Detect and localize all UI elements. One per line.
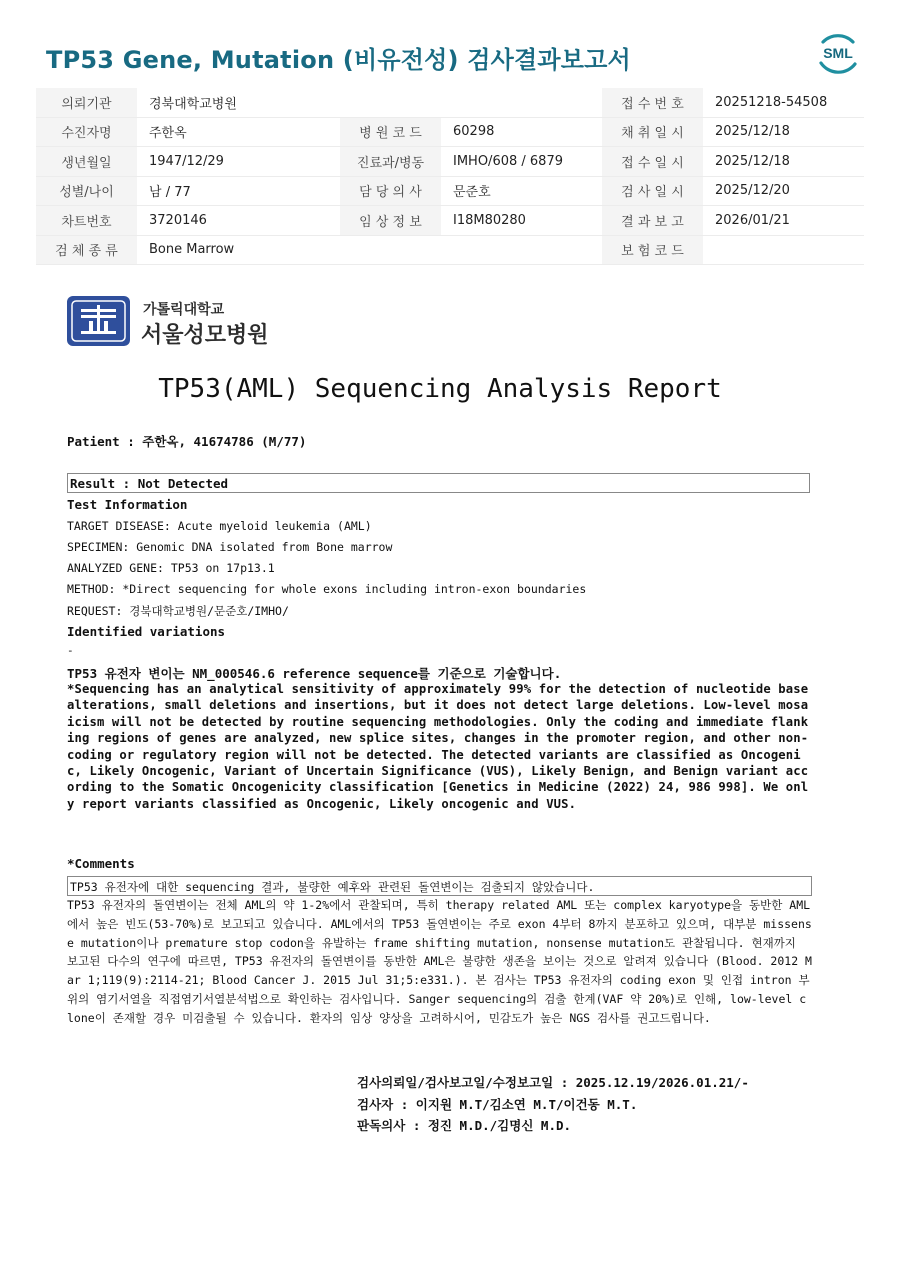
info-value — [441, 235, 602, 265]
info-label: 검 사 일 시 — [602, 176, 703, 206]
identified-variations-value: - — [67, 644, 74, 657]
patient-info-table — [36, 88, 864, 265]
comment-summary: TP53 유전자에 대한 sequencing 결과, 불량한 예후와 관련된 돌연변이는 검출되지 않았습니다. — [67, 876, 812, 896]
info-value: 2026/01/21 — [703, 206, 864, 236]
info-label: 검 체 종 류 — [36, 235, 137, 265]
test-information-heading: Test Information — [67, 497, 188, 512]
info-label: 생년월일 — [36, 147, 137, 177]
info-row — [36, 88, 864, 117]
logo-text: SML — [823, 45, 853, 61]
info-label: 보 험 코 드 — [602, 235, 703, 265]
info-label: 병 원 코 드 — [340, 117, 441, 147]
info-row — [36, 235, 864, 265]
info-value — [441, 88, 602, 117]
info-value: 문준호 — [441, 176, 602, 206]
technicians: 검사자 : 이지원 M.T/김소연 M.T/이건동 M.T. — [357, 1097, 638, 1112]
patient-line: Patient : 주한옥, 41674786 (M/77) — [67, 434, 307, 449]
info-label: 수진자명 — [36, 117, 137, 147]
info-label: 결 과 보 고 — [602, 206, 703, 236]
info-value: 20251218-54508 — [703, 88, 864, 117]
info-value: 남 / 77 — [137, 176, 340, 206]
info-value: 60298 — [441, 117, 602, 147]
info-label: 접 수 일 시 — [602, 147, 703, 177]
reference-sequence-note: TP53 유전자 변이는 NM_000546.6 reference sequence를 기준으로 기술합니다. — [67, 666, 562, 681]
sensitivity-disclaimer: *Sequencing has an analytical sensitivity of approximately 99% for the detection of nucleotide base alterations, small deletions and insertions, but it does not detect large deletions. Low-level mosaicism will not be detected by routine sequencing methodologies. Only the coding and immediate flanking regions of genes are analyzed, new splice sites, changes in the promoter region, and other non-coding or regulatory region will not be detected. The detected variants are classified as Oncogenic, Likely Oncogenic, Variant of Uncertain Significance (VUS), Likely Benign, and Benign variant according to the Somatic Oncogenicity classification [Genetics in Medicine (2022) 24, 986 998]. We only report variants classified as Oncogenic, Likely oncogenic and VUS. — [67, 682, 809, 811]
info-row — [36, 117, 864, 147]
info-value: Bone Marrow — [137, 235, 340, 265]
identified-variations-heading: Identified variations — [67, 624, 226, 639]
info-row — [36, 206, 864, 236]
info-value: I18M80280 — [441, 206, 602, 236]
info-value: IMHO/608 / 6879 — [441, 147, 602, 177]
hospital-subtitle: 가톨릭대학교 — [143, 302, 225, 318]
catholic-university-emblem-icon — [67, 296, 130, 346]
method: METHOD: *Direct sequencing for whole exons including intron-exon boundaries — [67, 582, 587, 596]
request: REQUEST: 경북대학교병원/문준호/IMHO/ — [67, 604, 289, 618]
report-title: TP53(AML) Sequencing Analysis Report — [158, 374, 722, 404]
info-label: 임 상 정 보 — [340, 206, 441, 236]
info-value — [703, 235, 864, 265]
hospital-name: 서울성모병원 — [141, 323, 269, 348]
info-value: 2025/12/18 — [703, 147, 864, 177]
info-row — [36, 176, 864, 206]
pathologists: 판독의사 : 정진 M.D./김명신 M.D. — [357, 1118, 572, 1133]
info-row — [36, 147, 864, 177]
comments-heading: *Comments — [67, 856, 135, 871]
info-label: 차트번호 — [36, 206, 137, 236]
document-title: TP53 Gene, Mutation (비유전성) 검사결과보고서 — [46, 46, 631, 74]
sml-logo-icon — [815, 30, 861, 76]
info-value: 1947/12/29 — [137, 147, 340, 177]
info-value: 주한옥 — [137, 117, 340, 147]
result-box: Result : Not Detected — [67, 473, 810, 493]
info-label: 채 취 일 시 — [602, 117, 703, 147]
info-value: 2025/12/20 — [703, 176, 864, 206]
info-label: 담 당 의 사 — [340, 176, 441, 206]
info-label: 성별/나이 — [36, 176, 137, 206]
target-disease: TARGET DISEASE: Acute myeloid leukemia (AML) — [67, 519, 372, 533]
info-label: 접 수 번 호 — [602, 88, 703, 117]
info-label — [340, 88, 441, 117]
info-value: 2025/12/18 — [703, 117, 864, 147]
analyzed-gene: ANALYZED GENE: TP53 on 17p13.1 — [67, 561, 275, 575]
info-value: 경북대학교병원 — [137, 88, 340, 117]
comment-body: TP53 유전자의 돌연변이는 전체 AML의 약 1-2%에서 관찰되며, 특히 therapy related AML 또는 complex karyotype을 동반한 AML에서 높은 빈도(53-70%)로 보고되고 있습니다. AML에서의 TP53 돌연변이는 주로 exon 4부터 8까지 분포하고 있으며, 대부분 missense mutation이나 premature stop codon을 유발하는 frame shifting mutation, nonsense mutation도 관찰됩니다. 현재까지 보고된 다수의 연구에 따르면, TP53 유전자의 돌연변이를 동반한 AML은 불량한 생존을 보이는 것으로 알려져 있습니다 (Blood. 2012 Mar 1;119(9):2114-21; Blood Cancer J. 2015 Jul 31;5:e331.). 본 검사는 TP53 유전자의 coding exon 및 인접 intron 부위의 염기서열을 직접염기서열분석법으로 확인하는 검사입니다. Sanger sequencing의 검출 한계(VAF 약 20%)로 인해, low-level clone이 존재할 경우 미검출될 수 있습니다. 환자의 임상 양상을 고려하시어, 민감도가 높은 NGS 검사를 권고드립니다. — [67, 898, 812, 1025]
info-label: 의뢰기관 — [36, 88, 137, 117]
specimen: SPECIMEN: Genomic DNA isolated from Bone marrow — [67, 540, 393, 554]
info-label: 진료과/병동 — [340, 147, 441, 177]
info-label — [340, 235, 441, 265]
info-value: 3720146 — [137, 206, 340, 236]
report-dates: 검사의뢰일/검사보고일/수정보고일 : 2025.12.19/2026.01.21/- — [357, 1075, 749, 1090]
